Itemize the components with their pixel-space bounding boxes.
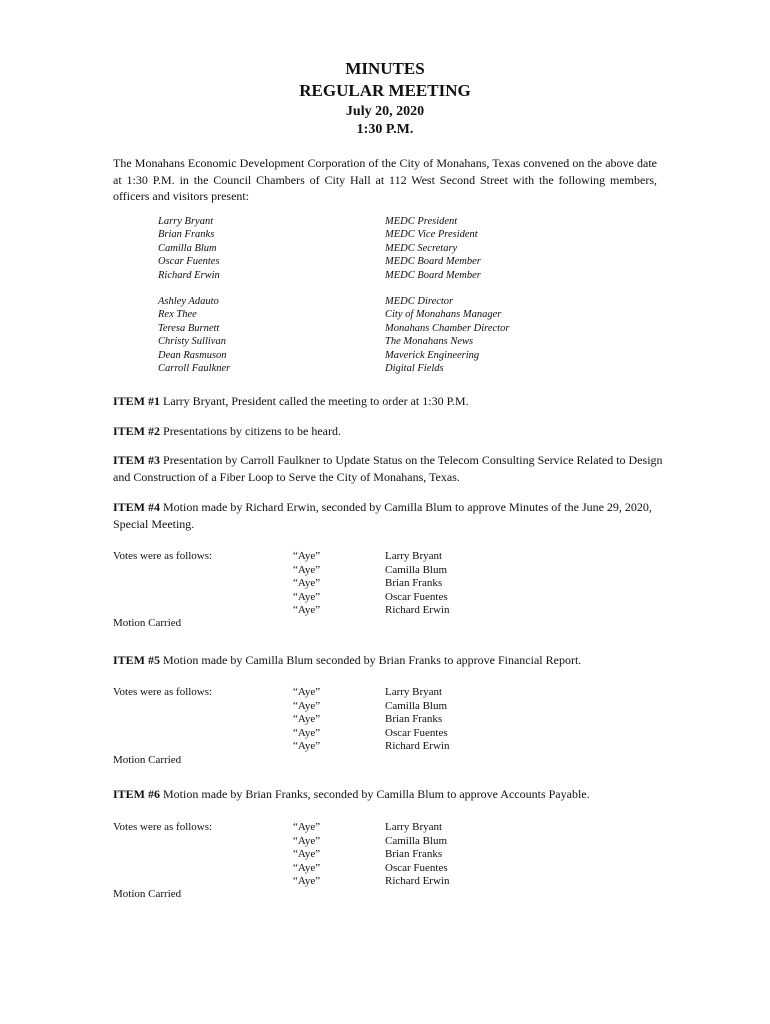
attendee-name: Dean Rasmuson [158,349,227,361]
vote-aye: “Aye” [293,550,321,562]
voter-name: Oscar Fuentes [385,590,448,603]
voter-name: Richard Erwin [385,875,450,887]
voter-column [385,821,449,889]
aye-column [293,686,320,754]
voter-name: Camilla Blum [385,834,448,847]
voter-name: Richard Erwin [385,740,450,752]
motion-result: Motion Carried [113,754,182,766]
attendee-name: Christy Sullivan [158,336,226,348]
item-label: ITEM #4 [113,500,161,514]
votes-label: Votes were as follows: [113,686,213,698]
vote-aye: “Aye” [293,713,321,725]
attendee-roles-group2 [385,295,509,375]
attendee-role: MEDC Secretary [385,242,458,254]
item-text: Presentation by Carroll Faulkner to Update Status on the Telecom Consulting Service Related to Design and Construction of a Fiber Loop to Serve the City of Monahans, Texas. [113,453,663,484]
attendee-name: Richard Erwin [158,269,220,281]
attendee-roles-group1 [385,215,481,282]
vote-aye: “Aye” [293,699,321,712]
agenda-item-2 [113,423,663,440]
attendee-role: MEDC Board Member [385,256,481,268]
aye-column [293,821,320,889]
agenda-item-3 [113,452,663,485]
document-title: MINUTES [345,59,425,78]
vote-aye: “Aye” [293,848,321,860]
item-text: Motion made by Camilla Blum seconded by Brian Franks to approve Financial Report. [160,653,582,667]
voter-name: Brian Franks [385,713,443,725]
attendee-name: Teresa Burnett [158,322,220,334]
attendee-name: Larry Bryant [158,216,214,227]
votes-label: Votes were as follows: [113,821,213,833]
voter-column [385,686,449,754]
agenda-item-4 [113,499,663,532]
intro-paragraph: The Monahans Economic Development Corporation of the City of Monahans, Texas convened on the above date at 1:30 P.M. in the Council Chambers of City Hall at 112 West Second Street with the following members, officers and visitors present: [113,156,657,203]
motion-result: Motion Carried [113,617,182,629]
attendee-role: MEDC Board Member [385,269,481,281]
attendee-role: MEDC President [385,216,458,227]
item-text: Motion made by Brian Franks, seconded by Camilla Blum to approve Accounts Payable. [160,787,590,801]
meeting-date: July 20, 2020 [345,104,425,119]
attendee-name: Camilla Blum [158,242,217,254]
agenda-item-5 [113,652,663,669]
attendee-role: Monahans Chamber Director [385,322,510,334]
voter-name: Larry Bryant [385,550,443,562]
item-label: ITEM #1 [113,394,161,408]
vote-aye: “Aye” [293,577,321,589]
item-label: ITEM #2 [113,424,161,438]
vote-aye: “Aye” [293,726,321,739]
voter-name: Camilla Blum [385,699,448,712]
vote-aye: “Aye” [293,861,321,874]
item-label: ITEM #5 [113,653,161,667]
voter-name: Oscar Fuentes [385,861,448,874]
item-text: Larry Bryant, President called the meeting to order at 1:30 P.M. [160,394,469,408]
vote-aye: “Aye” [293,834,321,847]
voter-name: Oscar Fuentes [385,726,448,739]
attendee-role: MEDC Vice President [385,229,478,241]
vote-aye: “Aye” [293,875,321,887]
attendee-role: MEDC Director [385,296,454,307]
vote-aye: “Aye” [293,686,321,698]
agenda-item-6 [113,786,663,803]
attendee-names-group1 [158,215,220,282]
vote-aye: “Aye” [293,740,321,752]
vote-aye: “Aye” [293,821,321,833]
voter-name: Brian Franks [385,577,443,589]
voter-name: Larry Bryant [385,821,443,833]
attendee-role: Digital Fields [385,362,444,374]
meeting-time: 1:30 P.M. [356,122,414,137]
attendee-name: Rex Thee [158,309,197,321]
voter-name: Camilla Blum [385,563,448,576]
attendee-name: Carroll Faulkner [158,362,231,374]
vote-aye: “Aye” [293,563,321,576]
item-text: Motion made by Richard Erwin, seconded by Camilla Blum to approve Minutes of the June 29, 2020, Special Meeting. [113,500,652,531]
item-label: ITEM #6 [113,787,161,801]
document-subtitle: REGULAR MEETING [299,81,471,100]
attendee-name: Ashley Adauto [158,296,219,307]
motion-result: Motion Carried [113,888,182,900]
attendee-name: Oscar Fuentes [158,256,220,268]
item-label: ITEM #3 [113,453,161,467]
item-text: Presentations by citizens to be heard. [160,424,341,438]
attendee-role: City of Monahans Manager [385,309,502,321]
attendee-names-group2 [158,295,230,375]
attendee-name: Brian Franks [158,229,215,241]
aye-column [293,550,320,618]
vote-aye: “Aye” [293,604,321,616]
attendee-role: Maverick Engineering [385,349,480,361]
voter-name: Larry Bryant [385,686,443,698]
agenda-item-1 [113,393,663,410]
vote-aye: “Aye” [293,590,321,603]
attendee-role: The Monahans News [385,336,474,348]
votes-label: Votes were as follows: [113,550,213,562]
voter-name: Brian Franks [385,848,443,860]
voter-name: Richard Erwin [385,604,450,616]
voter-column [385,550,449,618]
